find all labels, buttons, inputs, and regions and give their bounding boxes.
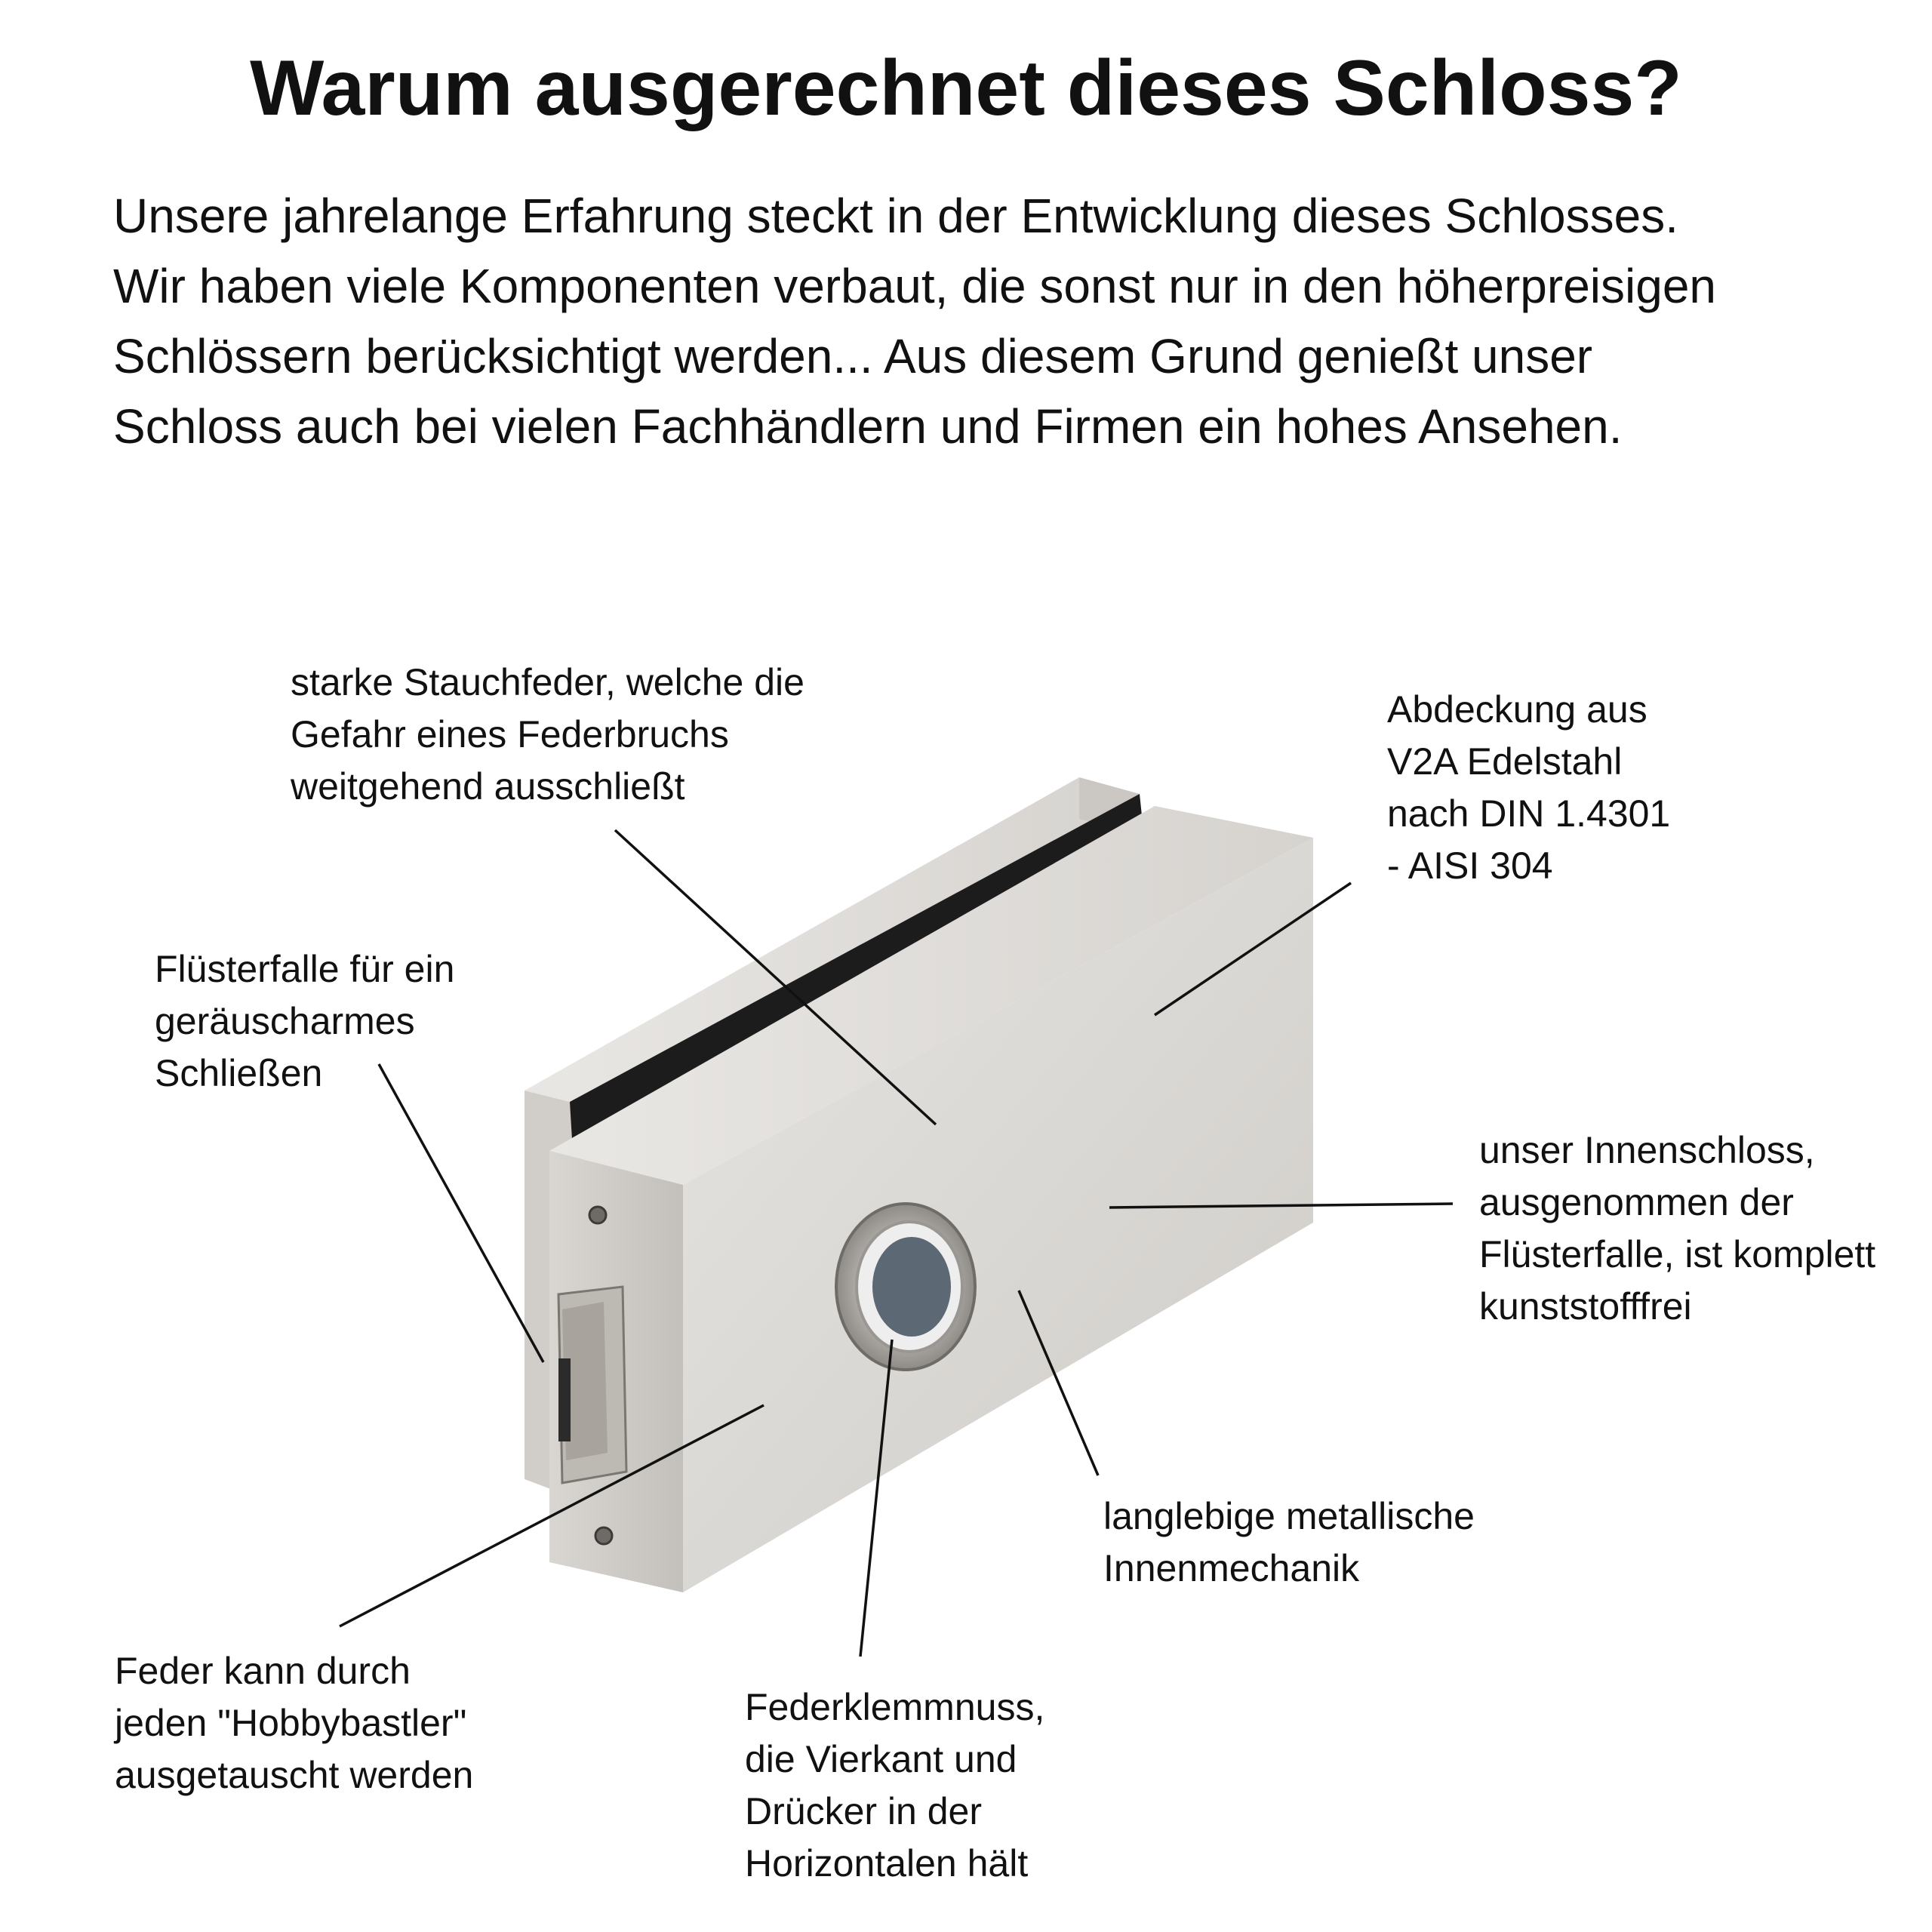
intro-line: Schloss auch bei vielen Fachhändlern und Firmen ein hohes Ansehen. [113,399,1623,454]
callout-innenmechanik: langlebige metallische Innenmechanik [1103,1495,1475,1589]
callout-stauchfeder: starke Stauchfeder, welche die Gefahr eines Federbruchs weitgehend ausschließt [291,661,804,808]
callout-feder: Feder kann durch jeden "Hobbybastler" ausgetauscht werden [115,1650,474,1796]
intro-line: Unsere jahrelange Erfahrung steckt in der Entwicklung dieses Schlosses. [113,189,1678,243]
page-title: Warum ausgerechnet dieses Schloss? [250,45,1682,132]
callout-innenschloss: unser Innenschloss, ausgenommen der Flüsterfalle, ist komplett kunststofffrei [1479,1129,1876,1327]
screw-icon [589,1207,606,1223]
screw-icon [595,1527,612,1544]
leader-line-fluesterfalle [379,1064,543,1362]
latch-pin [558,1358,571,1441]
intro-line: Wir haben viele Komponenten verbaut, die sonst nur in den höherpreisigen [113,259,1716,313]
callout-abdeckung: Abdeckung aus V2A Edelstahl nach DIN 1.4301 - AISI 304 [1387,688,1671,887]
callout-fluesterfalle: Flüsterfalle für ein geräuscharmes Schließen [155,948,455,1094]
intro-line: Schlössern berücksichtigt werden... Aus diesem Grund genießt unser [113,329,1593,383]
nut-plastic-insert [872,1237,951,1337]
callout-federklemmnuss: Federklemmnuss, die Vierkant und Drücker in der Horizontalen hält [745,1686,1045,1884]
